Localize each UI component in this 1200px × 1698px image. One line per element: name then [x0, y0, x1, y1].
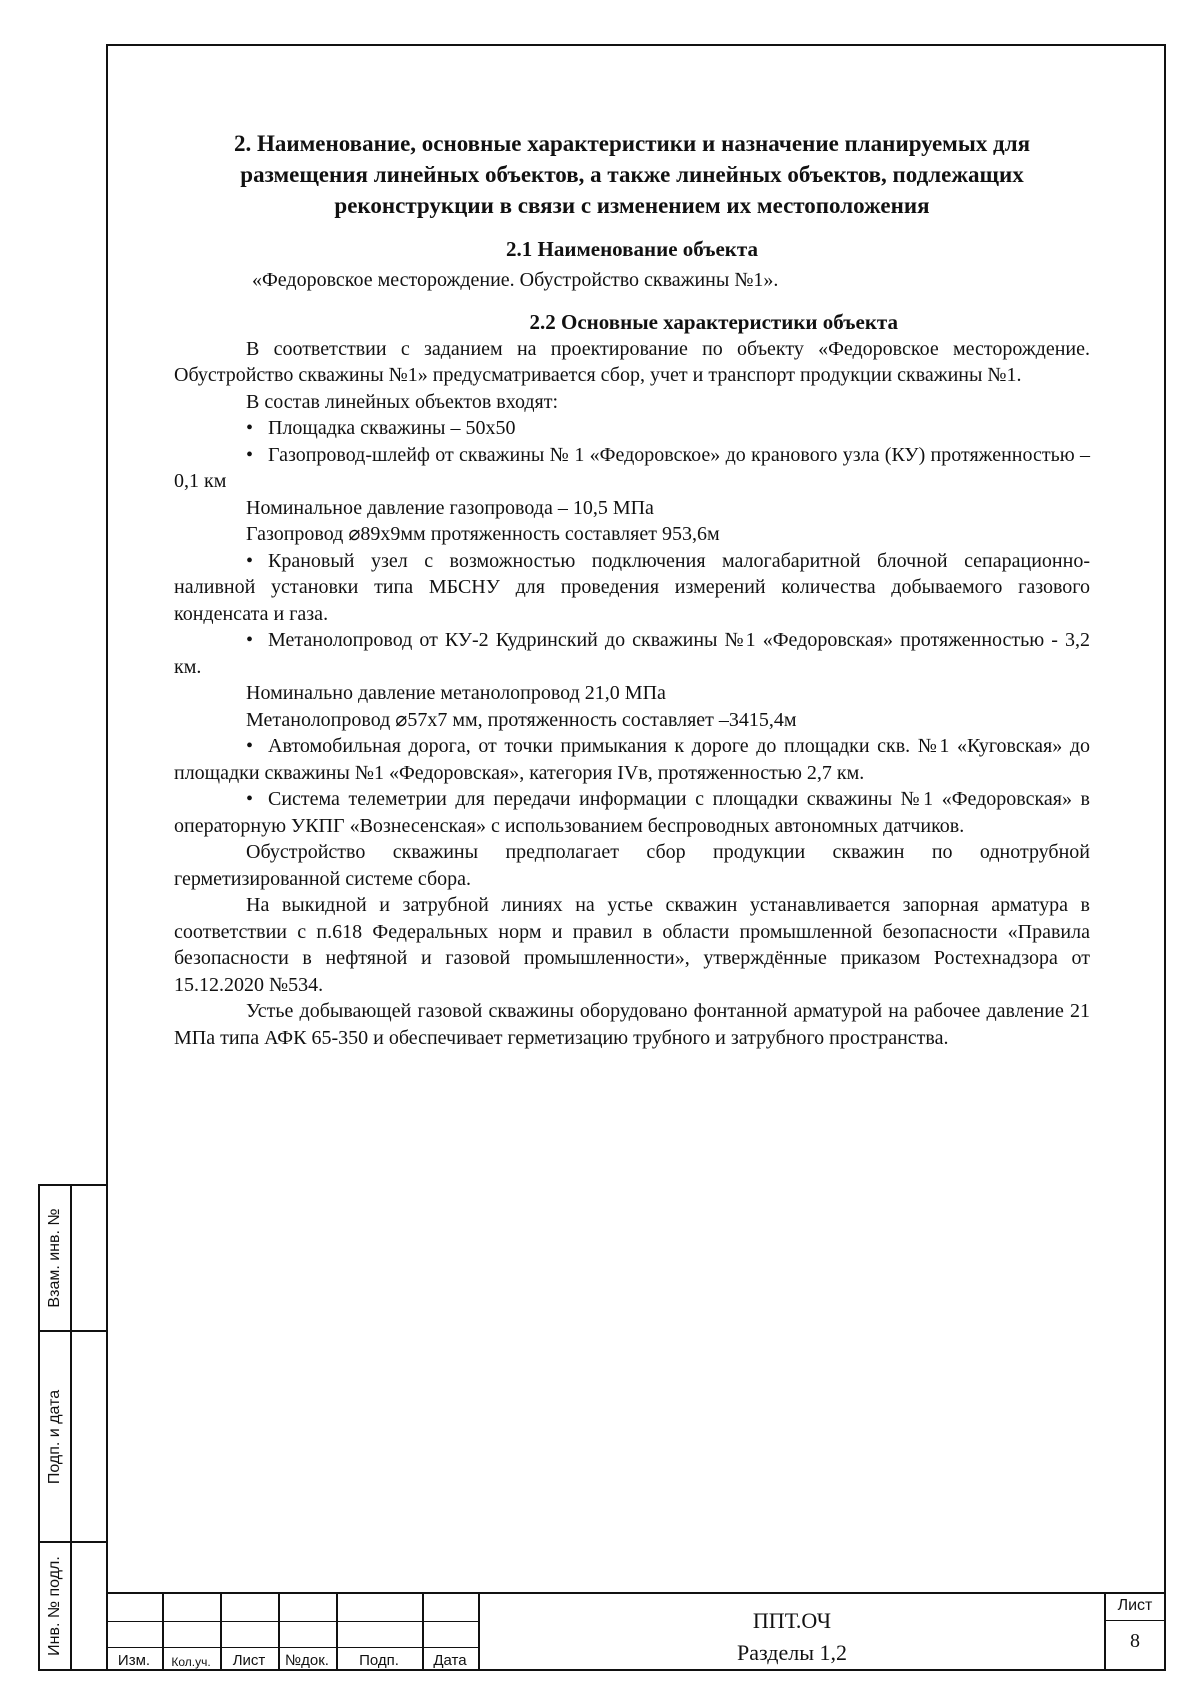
section-1-title: 2.1 Наименование объекта [506, 237, 758, 261]
gas-pressure-line: Номинальное давление газопровода – 10,5 МПа [246, 496, 654, 519]
title-block [106, 1592, 1166, 1671]
composition-line: В состав линейных объектов входят: [246, 390, 559, 413]
document-code: ППТ.ОЧ [752, 1608, 832, 1633]
list-item: • Система телеметрии для передачи информации с площадки скважины №1 «Федоровская» в операторную УКПГ «Вознесенская» с использованием беспроводных автономных датчиков. [174, 788, 1090, 837]
bullet-icon: • [246, 629, 254, 651]
bullet-icon: • [246, 549, 254, 572]
side-stamp-inv-label: Инв. № подл. [46, 1556, 63, 1656]
side-stamp-inv [38, 1541, 106, 1671]
methanol-pipe-line: Метанолопровод ⌀57х7 мм, протяженность составляет –3415,4м [246, 708, 797, 731]
methanol-pressure-line: Номинально давление метанолопровод 21,0 МПа [246, 682, 666, 704]
paragraph: На выкидной и затрубной линиях на устье скважин устанавливается запорная арматура в соответствии с п.618 Федеральных норм и правил в области промышленной безопасности «Правила безопасности в нефтяной и газовой промышленности», утверждённые приказом Ростехнадзора от 15.12.2020 №534. [174, 894, 1090, 996]
list-item: • Крановый узел с возможностью подключения малогабаритной блочной сепарационно-наливной установки типа МБСНУ для проведения измерений количества добываемого газового конденсата и газа. [174, 549, 1090, 625]
document-body [174, 128, 1090, 1051]
bullet-icon: • [246, 788, 254, 810]
section-2-title: 2.2 Основные характеристики объекта [529, 309, 898, 334]
gas-pipe-line: Газопровод ⌀89х9мм протяженность составляет 953,6м [246, 523, 720, 545]
sheet-label: Лист [1117, 1597, 1153, 1614]
kol-uch-label: Кол.уч. [171, 1655, 211, 1669]
side-stamp-podp-label: Подп. и дата [46, 1389, 63, 1484]
document-sections: Разделы 1,2 [736, 1640, 847, 1665]
podp-label: Подп. [359, 1652, 399, 1669]
sheet-number: 8 [1130, 1630, 1140, 1652]
bullet-icon: • [246, 443, 254, 466]
paragraph: Устье добывающей газовой скважины оборудовано фонтанной арматурой на рабочее давление 21 МПа типа АФК 65-350 и обеспечивает герметизацию трубного и затрубного пространства. [174, 1000, 1090, 1049]
paragraph: Обустройство скважины предполагает сбор продукции скважин по однотрубной герметизированной системе сбора. [174, 841, 1090, 890]
intro-paragraph: В соответствии с заданием на проектирование по объекту «Федоровское месторождение. Обустройство скважины №1» предусматривается сбор, учет и транспорт продукции скважины №1. [174, 337, 1090, 386]
bullet-icon: • [246, 735, 254, 757]
list-item: • Метанолопровод от КУ-2 Кудринский до скважины №1 «Федоровская» протяженностью - 3,2 км. [174, 629, 1090, 678]
side-stamp-podp [38, 1330, 106, 1543]
izm-label: Изм. [117, 1652, 151, 1669]
list-col-label: Лист [232, 1652, 266, 1669]
main-heading: 2. Наименование, основные характеристики и назначение планируемых для размещения линейных объектов, а также линейных объектов, подлежащих реконструкции в связи с изменением их местоположения [233, 131, 1031, 218]
list-item: • Автомобильная дорога, от точки примыкания к дороге до площадки скв. №1 «Куговская» до площадки скважины №1 «Федоровская», категория IVв, протяженностью 2,7 км. [174, 735, 1090, 784]
object-name: «Федоровское месторождение. Обустройство скважины №1». [252, 269, 779, 291]
ndok-label: №док. [285, 1652, 329, 1669]
data-label: Дата [433, 1652, 467, 1669]
list-item: • Площадка скважины – 50х50 [174, 415, 1090, 442]
list-item: • Газопровод-шлейф от скважины № 1 «Федоровское» до кранового узла (КУ) протяженностью – 0,1 км [174, 443, 1090, 492]
bullet-icon: • [246, 417, 254, 439]
side-stamp-vzam [38, 1184, 106, 1332]
side-stamp-vzam-label: Взам. инв. № [46, 1208, 63, 1308]
